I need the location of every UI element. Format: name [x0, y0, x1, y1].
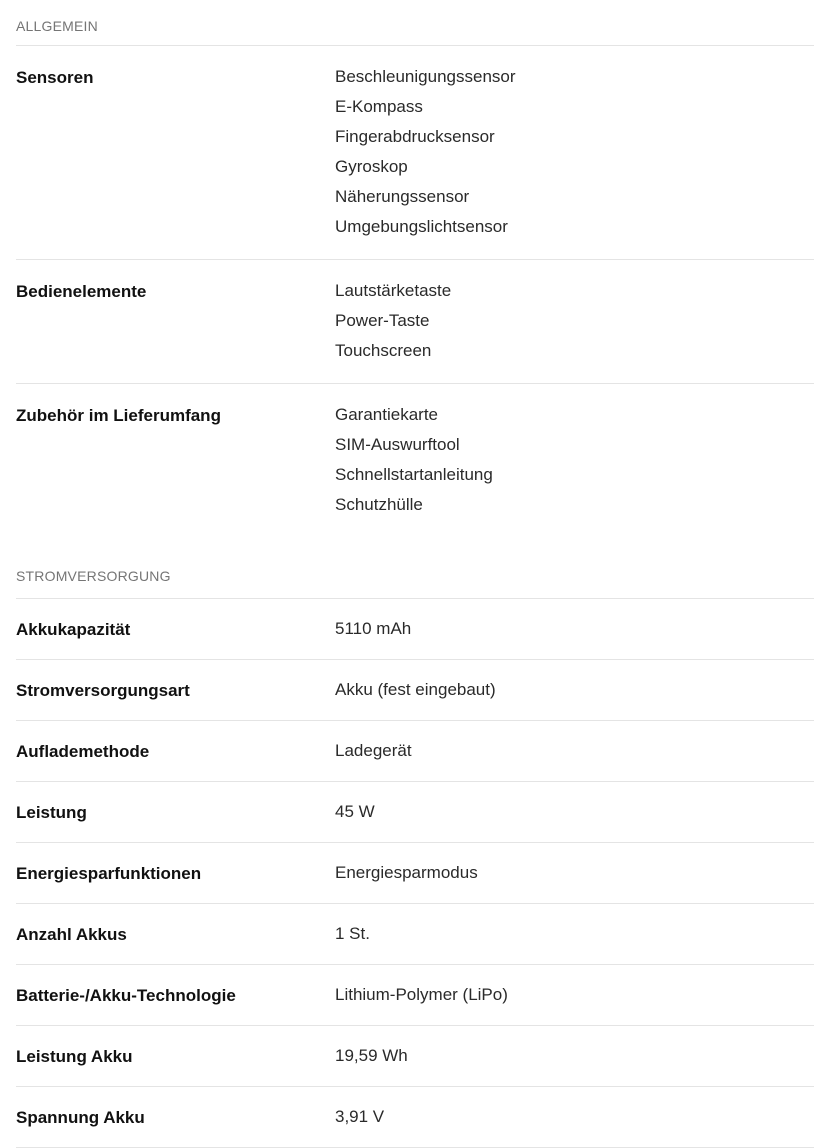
spec-values: [335, 736, 814, 781]
spec-row-auflademethode: [16, 721, 814, 782]
spec-label: Energiesparfunktionen: [16, 864, 202, 883]
spec-value: E-Kompass: [335, 97, 423, 116]
spec-value: 5110 mAh: [335, 619, 412, 638]
spec-value: 1 St.: [335, 924, 370, 943]
spec-value: Touchscreen: [335, 341, 432, 360]
spec-row-energiesparfunktionen: [16, 843, 814, 904]
spec-value: Schnellstartanleitung: [335, 465, 493, 484]
spec-values: [335, 276, 814, 366]
spec-label: Akkukapazität: [16, 620, 131, 639]
spec-row-zubehoer: [16, 384, 814, 537]
spec-label: Anzahl Akkus: [16, 925, 127, 944]
spec-row-akku-technologie: [16, 965, 814, 1026]
spec-value: Akku (fest eingebaut): [335, 680, 496, 699]
spec-label: Bedienelemente: [16, 282, 147, 301]
spec-values: [335, 1041, 814, 1086]
spec-label: Auflademethode: [16, 742, 150, 761]
spec-label: Leistung: [16, 803, 87, 822]
spec-row-bedienelemente: [16, 260, 814, 384]
spec-label: Spannung Akku: [16, 1108, 145, 1127]
spec-value: Ladegerät: [335, 741, 412, 760]
spec-label: Zubehör im Lieferumfang: [16, 406, 221, 425]
spec-value: 3,91 V: [335, 1107, 385, 1126]
spec-values: [335, 400, 814, 520]
spec-row-sensoren: [16, 46, 814, 260]
spec-values: [335, 980, 814, 1025]
spec-values: [335, 858, 814, 903]
spec-row-anzahl-akkus: [16, 904, 814, 965]
spec-values: [335, 919, 814, 964]
section-header-allgemein: ALLGEMEIN: [16, 0, 814, 46]
spec-values: [335, 797, 814, 842]
spec-value: Gyroskop: [335, 157, 408, 176]
spec-table: [16, 0, 814, 1148]
spec-value: Fingerabdrucksensor: [335, 127, 495, 146]
spec-value: Beschleunigungssensor: [335, 67, 516, 86]
section-header-stromversorgung: STROMVERSORGUNG: [16, 537, 814, 599]
spec-value: Power-Taste: [335, 311, 430, 330]
spec-value: 45 W: [335, 802, 375, 821]
spec-row-leistung: [16, 782, 814, 843]
spec-value: Lithium-Polymer (LiPo): [335, 985, 508, 1004]
spec-row-akkukapazitaet: [16, 599, 814, 660]
spec-label: Stromversorgungsart: [16, 681, 190, 700]
spec-label: Sensoren: [16, 68, 94, 87]
spec-value: SIM-Auswurftool: [335, 435, 460, 454]
spec-values: [335, 675, 814, 720]
spec-value: Schutzhülle: [335, 495, 423, 514]
spec-values: [335, 62, 814, 242]
spec-value: Energiesparmodus: [335, 863, 478, 882]
spec-values: [335, 614, 814, 659]
spec-row-spannung-akku: [16, 1087, 814, 1148]
spec-row-leistung-akku: [16, 1026, 814, 1087]
spec-label: Batterie-/Akku-Technologie: [16, 986, 236, 1005]
spec-values: [335, 1102, 814, 1147]
spec-value: Näherungssensor: [335, 187, 470, 206]
spec-label: Leistung Akku: [16, 1047, 133, 1066]
spec-value: Umgebungslichtsensor: [335, 217, 508, 236]
spec-value: Lautstärketaste: [335, 281, 452, 300]
spec-value: Garantiekarte: [335, 405, 438, 424]
spec-row-stromversorgungsart: [16, 660, 814, 721]
spec-value: 19,59 Wh: [335, 1046, 408, 1065]
